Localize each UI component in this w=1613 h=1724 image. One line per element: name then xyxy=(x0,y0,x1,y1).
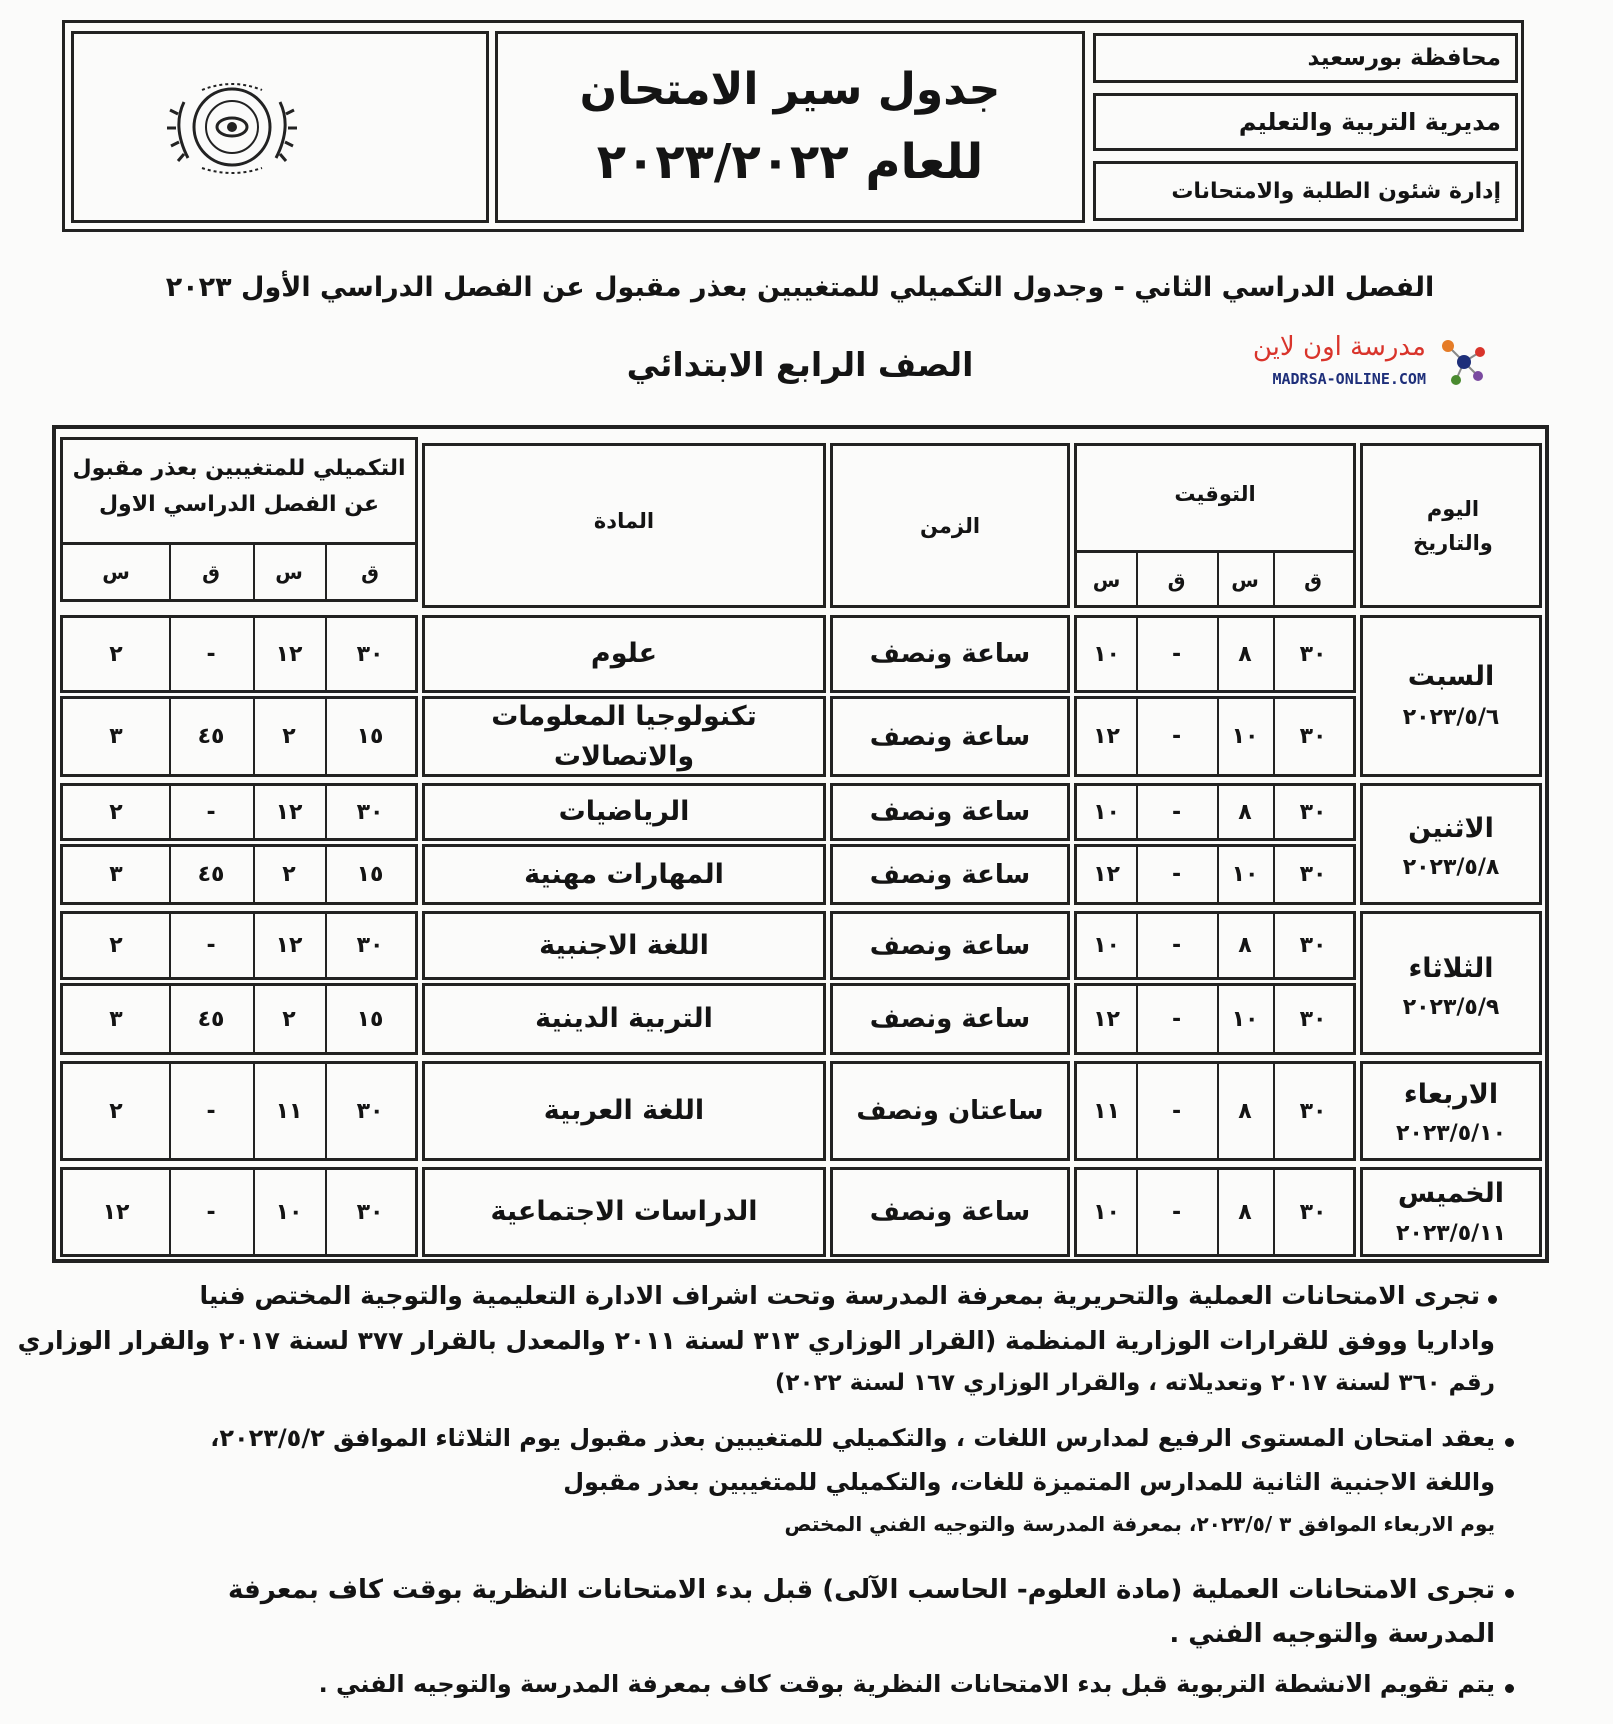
timing-cell xyxy=(1074,844,1356,905)
duration-cell xyxy=(830,911,1070,980)
day-name: السبت xyxy=(1407,660,1495,692)
day-name: الاثنين xyxy=(1408,812,1494,844)
makeup-mk-from-h: ١٢ xyxy=(275,641,303,667)
time-to-m: - xyxy=(1171,1006,1182,1032)
duration-value: ساعة ونصف xyxy=(869,797,1031,827)
makeup-header: التكميلي للمتغيبين بعذر مقبول عن الفصل الدراسي الاول xyxy=(72,456,406,517)
makeup-mk-to-h: ٢ xyxy=(109,641,123,667)
makeup-mk-from-h: ١٢ xyxy=(275,799,303,825)
bullet-icon xyxy=(1488,1295,1497,1304)
subject-name: المهارات مهنية xyxy=(524,858,724,890)
time-to-h: ١٢ xyxy=(1093,862,1120,887)
time-from-h: ١٠ xyxy=(1231,724,1259,749)
makeup-mk-from-h: ٢ xyxy=(282,1006,296,1032)
day-date: ٢٠٢٣/٥/٩ xyxy=(1402,994,1500,1020)
ministry-seal-icon xyxy=(162,72,302,182)
time-to-m: - xyxy=(1171,933,1182,958)
subject-cell xyxy=(422,983,826,1055)
makeup-mk-to-h: ٢ xyxy=(109,1098,123,1124)
time-to-m: - xyxy=(1171,1098,1182,1124)
grade-title: الصف الرابع الابتدائي xyxy=(626,345,974,384)
makeup-mk-from-h: ١١ xyxy=(275,1098,303,1124)
note-line: تجرى الامتحانات العملية والتحريرية بمعرفة المدرسة وتحت اشراف الادارة التعليمية والتوجية المختص فنيا xyxy=(199,1281,1480,1310)
duration-cell xyxy=(830,615,1070,693)
time-to-h: ١٢ xyxy=(1093,1006,1120,1032)
time-from-h: ٨ xyxy=(1238,1098,1252,1124)
time-to-m: - xyxy=(1171,641,1182,667)
duration-cell xyxy=(830,696,1070,777)
time-from-m: ٣٠ xyxy=(1299,799,1327,825)
duration-cell xyxy=(830,844,1070,905)
time-to-m: - xyxy=(1171,724,1182,749)
day-header: اليوم والتاريخ xyxy=(1413,497,1493,555)
watermark-english: MADRSA-ONLINE.COM xyxy=(1272,370,1426,388)
timing-header-box xyxy=(1074,443,1356,608)
makeup-mk-to-h: ٢ xyxy=(109,799,123,825)
makeup-mk-from-m: ٣٠ xyxy=(356,641,384,667)
subject-cell xyxy=(422,1061,826,1161)
note-line: واداريا ووفق للقرارات الوزارية المنظمة (القرار الوزاري ٣١٣ لسنة ٢٠١١ والمعدل بالقرار ٣٧٧ لسنة ٢٠١٧ والقرار الوزاري xyxy=(17,1326,1495,1355)
duration-value: ساعة ونصف xyxy=(869,859,1031,890)
note-line: تجرى الامتحانات العملية (مادة العلوم- الحاسب الآلى) قبل بدء الامتحانات النظرية بوقت كاف بمعرفة xyxy=(227,1575,1495,1605)
subject-name: علوم xyxy=(590,638,658,669)
time-from-m: ٣٠ xyxy=(1299,862,1327,887)
subject-cell xyxy=(422,844,826,905)
makeup-mk-from-m: ٣٠ xyxy=(356,1199,384,1225)
timing-cell xyxy=(1074,983,1356,1055)
subject-name: اللغة العربية xyxy=(543,1095,705,1126)
time-from-m: ٣٠ xyxy=(1299,933,1327,958)
subject-header: المادة xyxy=(593,509,655,533)
time-from-h: ٨ xyxy=(1238,1199,1252,1225)
time-from-m: ٣٠ xyxy=(1299,1199,1327,1225)
note-line: واللغة الاجنبية الثانية للمدارس المتميزة للغات، والتكميلي للمتغيبين بعذر مقبول xyxy=(563,1468,1495,1496)
duration-cell xyxy=(830,783,1070,841)
timing-to-s: س xyxy=(1092,567,1121,592)
subject-cell xyxy=(422,696,826,777)
timing-from-s: س xyxy=(1231,567,1259,592)
makeup-mk-to-h: ٢ xyxy=(109,933,123,958)
duration-value: ساعة ونصف xyxy=(869,721,1031,752)
makeup-mk-from-m: ١٥ xyxy=(356,1006,384,1032)
site-watermark xyxy=(1252,330,1488,400)
subject-name: الرياضيات xyxy=(558,796,690,827)
note-line: يعقد امتحان المستوى الرفيع لمدارس اللغات ، والتكميلي للمتغيبين بعذر مقبول يوم الثلاثاء الموافق ٢٠٢٣/٥/٢، xyxy=(210,1424,1495,1452)
makeup-mk-from-m: ٣٠ xyxy=(356,1098,384,1124)
makeup-cell xyxy=(60,696,418,777)
note-line: المدرسة والتوجيه الفني . xyxy=(1169,1619,1495,1649)
makeup-mk-to-m: ٤٥ xyxy=(197,724,225,749)
time-to-m: - xyxy=(1171,1199,1182,1225)
day-header-box xyxy=(1360,443,1542,608)
makeup-mk-to-h: ٣ xyxy=(109,862,123,887)
makeup-mk-to-m: - xyxy=(206,933,216,958)
time-from-h: ٨ xyxy=(1238,799,1252,825)
makeup-cell xyxy=(60,983,418,1055)
day-name: الخميس xyxy=(1397,1177,1505,1209)
makeup-from-q: ق xyxy=(361,559,379,584)
makeup-cell xyxy=(60,1167,418,1257)
bullet-icon xyxy=(1505,1684,1514,1693)
time-from-h: ٨ xyxy=(1238,933,1252,958)
makeup-mk-to-m: - xyxy=(206,641,216,667)
timing-cell xyxy=(1074,696,1356,777)
time-from-h: ١٠ xyxy=(1231,1006,1259,1032)
time-from-m: ٣٠ xyxy=(1299,724,1327,749)
makeup-mk-to-h: ١٢ xyxy=(102,1199,130,1225)
time-from-h: ٨ xyxy=(1238,641,1252,667)
bullet-icon xyxy=(1505,1438,1514,1447)
duration-value: ساعة ونصف xyxy=(869,1004,1031,1034)
duration-cell xyxy=(830,1167,1070,1257)
time-to-h: ١٠ xyxy=(1093,1199,1120,1225)
subtitle: الفصل الدراسي الثاني - وجدول التكميلي للمتغيبين بعذر مقبول عن الفصل الدراسي الأول ٢٠٢٣ xyxy=(165,272,1435,303)
duration-cell xyxy=(830,983,1070,1055)
makeup-mk-to-h: ٣ xyxy=(109,724,123,749)
timing-cell xyxy=(1074,783,1356,841)
timing-cell xyxy=(1074,1061,1356,1161)
time-to-h: ١٠ xyxy=(1093,799,1120,825)
time-to-m: - xyxy=(1171,862,1182,887)
duration-cell xyxy=(830,1061,1070,1161)
time-from-m: ٣٠ xyxy=(1299,1098,1327,1124)
makeup-mk-from-m: ١٥ xyxy=(356,862,384,887)
makeup-to-s: س xyxy=(102,559,130,584)
timing-to-q: ق xyxy=(1167,567,1186,592)
logo-box xyxy=(71,31,489,223)
makeup-mk-from-h: ٢ xyxy=(282,862,296,887)
day-date: ٢٠٢٣/٥/١٠ xyxy=(1395,1120,1507,1146)
time-from-m: ٣٠ xyxy=(1299,641,1327,667)
timing-header: التوقيت xyxy=(1174,482,1256,506)
makeup-cell xyxy=(60,911,418,980)
time-from-m: ٣٠ xyxy=(1299,1006,1327,1032)
timing-cell xyxy=(1074,1167,1356,1257)
day-cell xyxy=(1360,1167,1542,1257)
day-cell xyxy=(1360,615,1542,777)
makeup-mk-to-m: - xyxy=(206,799,216,825)
title-box xyxy=(495,31,1085,223)
makeup-mk-to-m: ٤٥ xyxy=(197,862,225,887)
bullet-icon xyxy=(1505,1589,1514,1598)
makeup-mk-from-h: ٢ xyxy=(282,724,296,749)
day-name: الاربعاء xyxy=(1403,1078,1499,1110)
note-line: يوم الاربعاء الموافق ٣ /٢٠٢٣/٥، بمعرفة المدرسة والتوجيه الفني المختص xyxy=(784,1512,1495,1536)
day-name: الثلاثاء xyxy=(1408,952,1494,984)
makeup-cell xyxy=(60,615,418,693)
page-title: جدول سير الامتحان xyxy=(579,64,1001,115)
subject-name: الدراسات الاجتماعية xyxy=(490,1196,758,1227)
makeup-from-s: س xyxy=(275,559,303,584)
makeup-mk-to-h: ٣ xyxy=(109,1006,123,1032)
note-line: رقم ٣٦٠ لسنة ٢٠١٧ وتعديلاته ، والقرار الوزاري ١٦٧ لسنة ٢٠٢٢) xyxy=(774,1370,1495,1396)
directorate-label: مديرية التربية والتعليم xyxy=(1093,93,1518,151)
day-date: ٢٠٢٣/٥/١١ xyxy=(1395,1220,1507,1246)
subject-cell xyxy=(422,1167,826,1257)
duration-header: الزمن xyxy=(919,513,981,538)
day-cell xyxy=(1360,911,1542,1055)
governorate-label: محافظة بورسعيد xyxy=(1093,33,1518,83)
time-to-h: ١٠ xyxy=(1093,641,1120,667)
makeup-cell xyxy=(60,783,418,841)
makeup-cell xyxy=(60,844,418,905)
watermark-arabic: مدرسة اون لاين xyxy=(1252,332,1426,362)
duration-value: ساعة ونصف xyxy=(869,639,1031,669)
subject-cell xyxy=(422,615,826,693)
time-to-h: ١٠ xyxy=(1093,933,1120,958)
day-cell xyxy=(1360,1061,1542,1161)
time-from-h: ١٠ xyxy=(1231,862,1259,887)
makeup-cell xyxy=(60,1061,418,1161)
subject-header-box xyxy=(422,443,826,608)
header-frame xyxy=(62,20,1524,232)
duration-value: ساعتان ونصف xyxy=(856,1096,1044,1126)
molecule-logo-icon xyxy=(1434,332,1488,390)
makeup-mk-to-m: - xyxy=(206,1199,216,1225)
subject-cell xyxy=(422,911,826,980)
time-to-m: - xyxy=(1171,799,1182,825)
day-date: ٢٠٢٣/٥/٨ xyxy=(1402,854,1500,880)
timing-cell xyxy=(1074,615,1356,693)
makeup-mk-to-m: ٤٥ xyxy=(197,1006,225,1032)
timing-cell xyxy=(1074,911,1356,980)
department-label: إدارة شئون الطلبة والامتحانات xyxy=(1093,161,1518,221)
makeup-to-q: ق xyxy=(202,559,220,584)
day-date: ٢٠٢٣/٥/٦ xyxy=(1402,704,1500,730)
makeup-header-box xyxy=(60,437,418,602)
day-cell xyxy=(1360,783,1542,905)
makeup-mk-from-m: ٣٠ xyxy=(356,799,384,825)
duration-value: ساعة ونصف xyxy=(869,930,1031,961)
duration-value: ساعة ونصف xyxy=(869,1197,1031,1227)
subject-name: التربية الدينية xyxy=(535,1003,713,1034)
makeup-mk-from-h: ١٢ xyxy=(275,933,303,958)
year-label: للعام ٢٠٢٣/٢٠٢٢ xyxy=(596,134,984,190)
subject-name: اللغة الاجنبية xyxy=(539,929,709,961)
makeup-mk-from-m: ٣٠ xyxy=(356,933,384,958)
makeup-mk-from-m: ١٥ xyxy=(356,724,384,749)
subject-name: تكنولوجيا المعلومات والاتصالات xyxy=(491,700,757,772)
note-line: يتم تقويم الانشطة التربوية قبل بدء الامتحانات النظرية بوقت كاف بمعرفة المدرسة والتوجيه الفني . xyxy=(318,1670,1495,1698)
makeup-mk-from-h: ١٠ xyxy=(275,1199,303,1225)
time-to-h: ١٢ xyxy=(1093,724,1120,749)
duration-header-box xyxy=(830,443,1070,608)
makeup-mk-to-m: - xyxy=(206,1098,216,1124)
timing-from-q: ق xyxy=(1304,567,1322,592)
subject-cell xyxy=(422,783,826,841)
time-to-h: ١١ xyxy=(1093,1098,1120,1124)
